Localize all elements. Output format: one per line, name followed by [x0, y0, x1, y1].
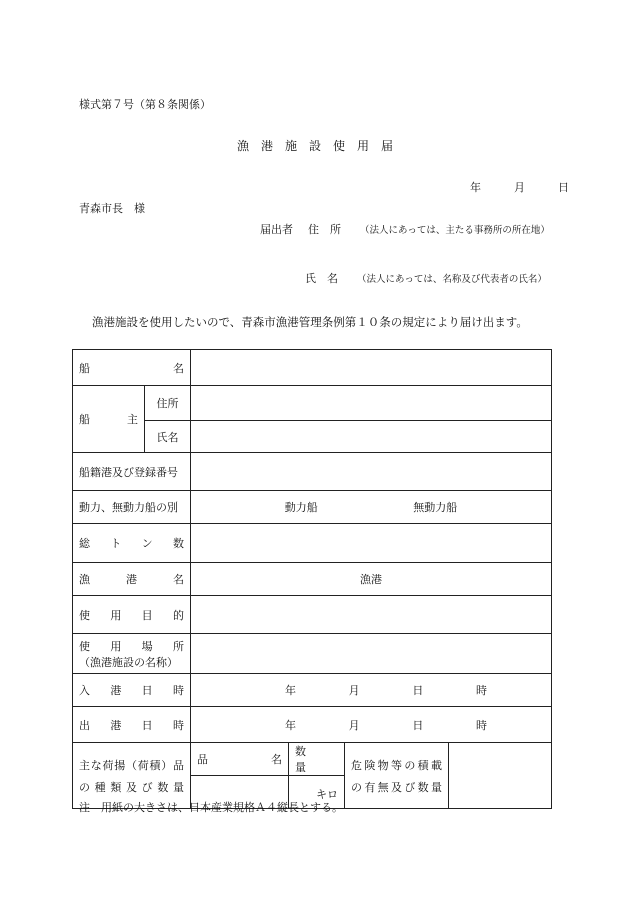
document-title: 漁 港 施 設 使 用 届 — [236, 139, 393, 153]
label-port-name: 漁 港 名 — [73, 563, 191, 596]
label-registry: 船籍港及び登録番号 — [73, 453, 191, 491]
field-owner-name[interactable] — [191, 421, 552, 453]
label-cargo-line2: の種類及び数量 — [79, 780, 184, 794]
label-power-type: 動力、無動力船の別 — [73, 491, 191, 524]
label-ship-name: 船 名 — [73, 350, 191, 386]
port-suffix: 漁港 — [360, 573, 382, 586]
application-form-table — [72, 349, 552, 809]
label-owner: 船 主 — [73, 386, 145, 453]
date-year-label: 年 — [470, 181, 481, 194]
entry-year: 年 — [285, 684, 296, 697]
exit-day: 日 — [412, 718, 424, 732]
label-hazard-line1: 危険物等の積載 — [351, 758, 442, 772]
label-exit: 出 港 日 時 — [73, 707, 191, 743]
field-registry[interactable] — [191, 453, 552, 491]
exit-time: 時 — [475, 718, 487, 732]
label-owner-address: 住所 — [145, 386, 191, 421]
label-location — [73, 634, 191, 674]
field-entry-datetime[interactable] — [191, 674, 552, 707]
label-hazard-line2: の有無及び数量 — [351, 780, 442, 794]
applicant-address-line — [260, 221, 550, 237]
label-hazard — [345, 743, 449, 809]
field-owner-address[interactable] — [191, 386, 552, 421]
entry-month: 月 — [348, 684, 360, 697]
field-purpose[interactable] — [191, 596, 552, 634]
label-owner-name: 氏名 — [145, 421, 191, 453]
intro-text: 漁港施設を使用したいので、青森市漁港管理条例第１０条の規定により届け出ます。 — [92, 315, 528, 329]
exit-month: 月 — [348, 718, 360, 732]
label-location-sub: （漁港施設の名称） — [79, 655, 178, 669]
footnote: 注 用紙の大きさは、日本産業規格Ａ４縦長とする。 — [79, 801, 343, 814]
label-cargo-line1: 主な荷揚（荷積）品 — [79, 758, 184, 772]
field-ship-name[interactable] — [191, 350, 552, 386]
field-hazard[interactable] — [449, 743, 552, 809]
addressee: 青森市長 様 — [79, 202, 145, 215]
quantity-unit: キロ — [316, 788, 338, 801]
entry-day: 日 — [412, 684, 424, 697]
applicant-label: 届出者 — [260, 223, 293, 236]
name-note: （法人にあっては、名称及び代表者の氏名） — [357, 274, 547, 285]
label-quantity: 数 量 — [289, 743, 345, 776]
date-month-label: 月 — [514, 181, 525, 194]
option-powered[interactable]: 動力船 — [284, 501, 318, 514]
form-number: 様式第７号（第８条関係） — [79, 98, 211, 111]
field-port-name[interactable] — [191, 563, 552, 596]
field-location[interactable] — [191, 634, 552, 674]
name-label: 氏 名 — [305, 272, 338, 285]
label-item-name: 品 名 — [191, 743, 289, 776]
address-label: 住 所 — [308, 223, 341, 236]
date-line — [470, 179, 569, 195]
address-note: （法人にあっては、主たる事務所の所在地） — [360, 225, 550, 236]
label-entry: 入 港 日 時 — [73, 674, 191, 707]
exit-year: 年 — [285, 718, 296, 732]
option-non-powered[interactable]: 無動力船 — [413, 501, 458, 514]
label-tonnage: 総 ト ン 数 — [73, 524, 191, 563]
date-day-label: 日 — [558, 181, 569, 194]
field-tonnage[interactable] — [191, 524, 552, 563]
applicant-name-line — [305, 270, 547, 286]
field-exit-datetime[interactable] — [191, 707, 552, 743]
entry-time: 時 — [475, 684, 487, 697]
field-power-type[interactable] — [191, 491, 552, 524]
label-location-main: 使 用 場 所 — [79, 639, 184, 653]
label-purpose: 使 用 目 的 — [73, 596, 191, 634]
